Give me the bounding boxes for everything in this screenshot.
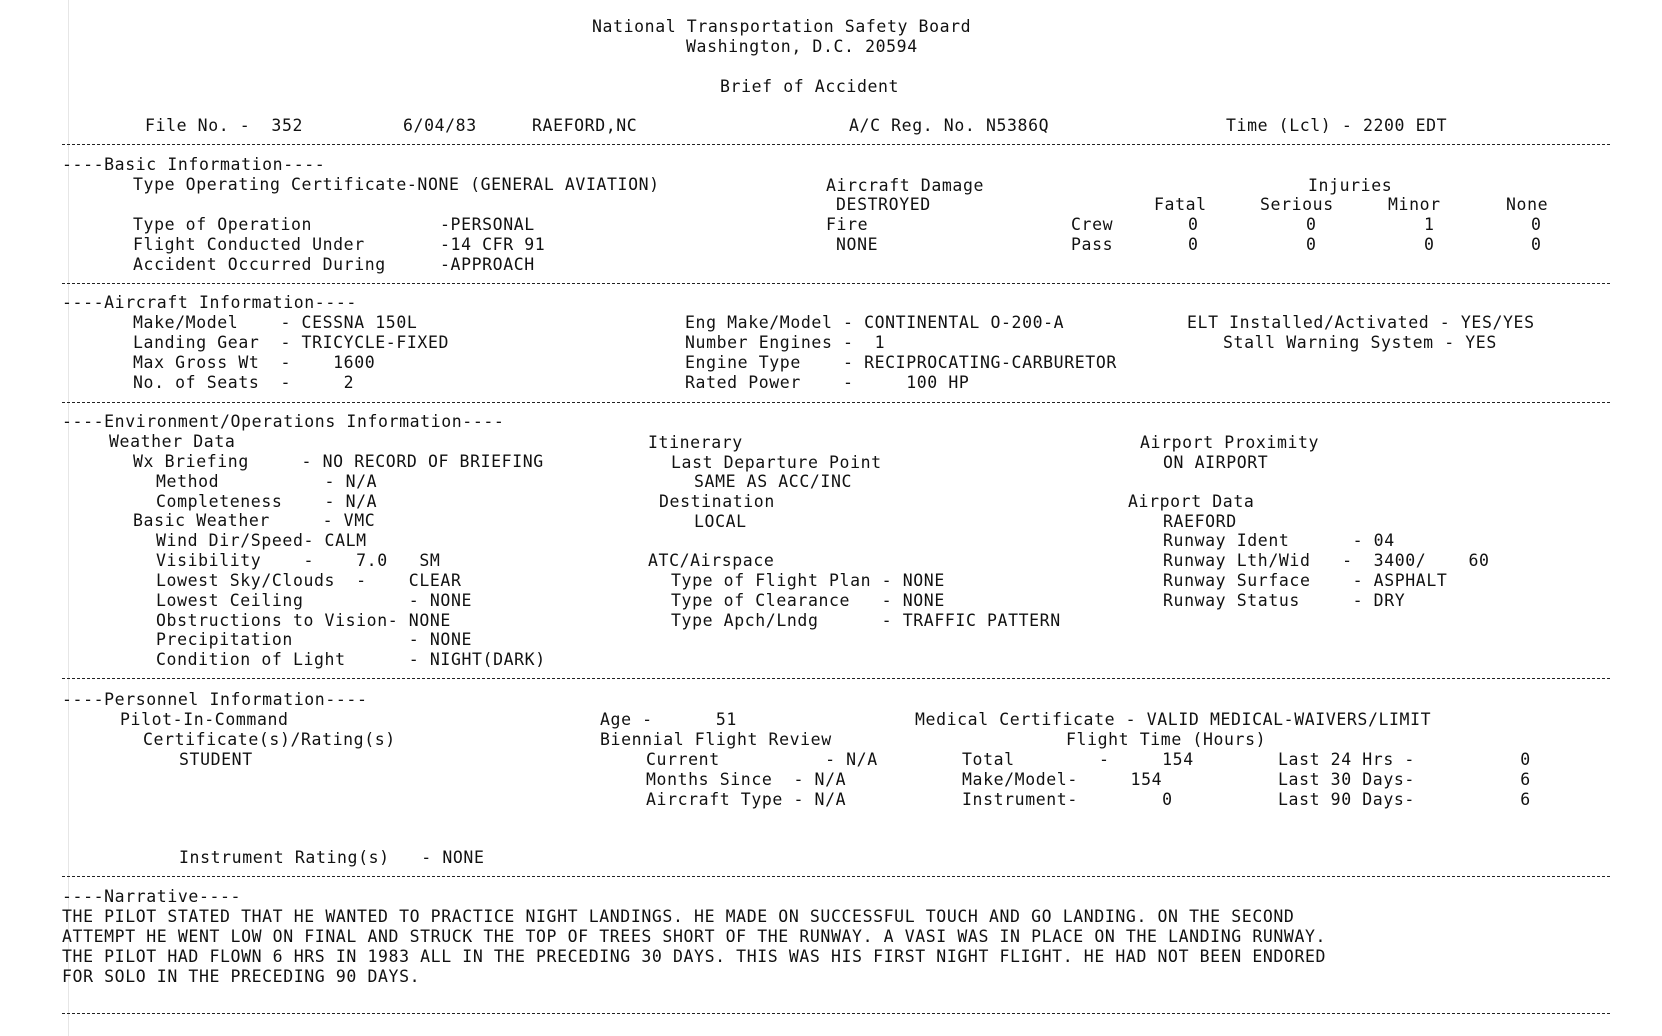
atc-airspace-label: ATC/Airspace <box>648 551 775 570</box>
section-divider <box>62 678 1610 679</box>
landing-gear: Landing Gear - TRICYCLE-FIXED <box>133 333 450 352</box>
narrative-line-4: FOR SOLO IN THE PRECEDING 90 DAYS. <box>62 967 421 986</box>
wx-briefing: Wx Briefing - NO RECORD OF BRIEFING <box>133 452 544 471</box>
org-name: National Transportation Safety Board <box>592 17 972 36</box>
environment-heading: ----Environment/Operations Information---- <box>62 412 505 431</box>
airport-proximity-value: ON AIRPORT <box>1163 453 1269 472</box>
basic-weather: Basic Weather - VMC <box>133 511 376 530</box>
section-divider <box>62 144 1610 145</box>
visibility: Visibility - 7.0 SM <box>156 551 441 570</box>
runway-surface: Runway Surface - ASPHALT <box>1163 571 1448 590</box>
accident-location: RAEFORD,NC <box>532 116 638 135</box>
basic-info-heading: ----Basic Information---- <box>62 155 326 174</box>
medical-certificate: Medical Certificate - VALID MEDICAL-WAIVERS/LIMIT <box>915 710 1432 729</box>
narrative-line-3: THE PILOT HAD FLOWN 6 HRS IN 1983 ALL IN THE PRECEDING 30 DAYS. THIS WAS HIS FIRST NIGHT FLIGHT. HE HAD NOT BEEN ENDORED <box>62 947 1327 966</box>
pass-label: Pass <box>1071 235 1114 254</box>
flight-time-instrument: Instrument- 0 <box>962 790 1173 809</box>
pass-none: 0 <box>1531 235 1542 254</box>
weather-data-label: Weather Data <box>109 432 236 451</box>
itinerary-label: Itinerary <box>648 433 743 452</box>
fire-label: Fire <box>826 215 869 234</box>
fire-value: NONE <box>836 235 879 254</box>
injury-header-minor: Minor <box>1388 195 1441 214</box>
crew-minor: 1 <box>1424 215 1435 234</box>
accident-phase-label: Accident Occurred During <box>133 255 386 274</box>
airport-proximity-label: Airport Proximity <box>1140 433 1320 452</box>
airport-data-label: Airport Data <box>1128 492 1255 511</box>
last-departure-value: SAME AS ACC/INC <box>694 472 853 491</box>
aircraft-damage-value: DESTROYED <box>836 195 931 214</box>
pass-fatal: 0 <box>1188 235 1199 254</box>
destination-label: Destination <box>659 492 775 511</box>
accident-phase-value: -APPROACH <box>440 255 535 274</box>
briefing-completeness: Completeness - N/A <box>156 492 378 511</box>
injury-header-none: None <box>1506 195 1549 214</box>
precipitation: Precipitation - NONE <box>156 630 473 649</box>
flight-rules-label: Flight Conducted Under <box>133 235 365 254</box>
lowest-ceiling: Lowest Ceiling - NONE <box>156 591 473 610</box>
injury-header-serious: Serious <box>1260 195 1334 214</box>
operation-type-value: -PERSONAL <box>440 215 535 234</box>
last-30-days: Last 30 Days- 6 <box>1278 770 1531 789</box>
stall-warning: Stall Warning System - YES <box>1223 333 1497 352</box>
org-address: Washington, D.C. 20594 <box>686 37 918 56</box>
accident-date: 6/04/83 <box>403 116 477 135</box>
runway-status: Runway Status - DRY <box>1163 591 1406 610</box>
runway-length-width: Runway Lth/Wid - 3400/ 60 <box>1163 551 1490 570</box>
clearance-type: Type of Clearance - NONE <box>671 591 945 610</box>
crew-fatal: 0 <box>1188 215 1199 234</box>
section-divider <box>62 402 1610 403</box>
runway-ident: Runway Ident - 04 <box>1163 531 1395 550</box>
injuries-title: Injuries <box>1308 176 1393 195</box>
section-divider <box>62 283 1610 284</box>
last-90-days: Last 90 Days- 6 <box>1278 790 1531 809</box>
crew-none: 0 <box>1531 215 1542 234</box>
flight-rules-value: -14 CFR 91 <box>440 235 546 254</box>
operation-type-label: Type of Operation <box>133 215 313 234</box>
flight-time-total: Total - 154 <box>962 750 1194 769</box>
airport-name: RAEFORD <box>1163 512 1237 531</box>
narrative-heading: ----Narrative---- <box>62 887 242 906</box>
pass-serious: 0 <box>1306 235 1317 254</box>
review-current: Current - N/A <box>646 750 878 769</box>
section-divider <box>62 1013 1610 1014</box>
crew-label: Crew <box>1071 215 1114 234</box>
flight-time-make-model: Make/Model- 154 <box>962 770 1163 789</box>
certificate-value: STUDENT <box>179 750 253 769</box>
light-condition: Condition of Light - NIGHT(DARK) <box>156 650 546 669</box>
local-time: Time (Lcl) - 2200 EDT <box>1226 116 1448 135</box>
aircraft-info-heading: ----Aircraft Information---- <box>62 293 357 312</box>
number-of-seats: No. of Seats - 2 <box>133 373 355 392</box>
last-24-hours: Last 24 Hrs - 0 <box>1278 750 1531 769</box>
max-gross-weight: Max Gross Wt - 1600 <box>133 353 376 372</box>
pilot-in-command-label: Pilot-In-Command <box>120 710 289 729</box>
injury-header-fatal: Fatal <box>1154 195 1207 214</box>
crew-serious: 0 <box>1306 215 1317 234</box>
make-model: Make/Model - CESSNA 150L <box>133 313 418 332</box>
aircraft-registration: A/C Reg. No. N5386Q <box>849 116 1050 135</box>
narrative-line-2: ATTEMPT HE WENT LOW ON FINAL AND STRUCK THE TOP OF TREES SHORT OF THE RUNWAY. A VASI WAS IN PLACE ON THE LANDING RUNWAY. <box>62 927 1327 946</box>
obstructions: Obstructions to Vision- NONE <box>156 611 451 630</box>
pass-minor: 0 <box>1424 235 1435 254</box>
section-divider <box>62 876 1610 877</box>
operating-certificate: Type Operating Certificate-NONE (GENERAL AVIATION) <box>133 175 660 194</box>
briefing-method: Method - N/A <box>156 472 378 491</box>
biennial-review-label: Biennial Flight Review <box>600 730 832 749</box>
elt-status: ELT Installed/Activated - YES/YES <box>1187 313 1535 332</box>
flight-plan-type: Type of Flight Plan - NONE <box>671 571 945 590</box>
flight-time-label: Flight Time (Hours) <box>1066 730 1267 749</box>
lowest-sky: Lowest Sky/Clouds - CLEAR <box>156 571 462 590</box>
rated-power: Rated Power - 100 HP <box>685 373 970 392</box>
destination-value: LOCAL <box>694 512 747 531</box>
last-departure-label: Last Departure Point <box>671 453 882 472</box>
file-number: File No. - 352 <box>145 116 304 135</box>
wind: Wind Dir/Speed- CALM <box>156 531 367 550</box>
approach-type: Type Apch/Lndg - TRAFFIC PATTERN <box>671 611 1061 630</box>
narrative-line-1: THE PILOT STATED THAT HE WANTED TO PRACTICE NIGHT LANDINGS. HE MADE ON SUCCESSFUL TOUCH AND GO LANDING. ON THE SECOND <box>62 907 1295 926</box>
document-title: Brief of Accident <box>720 77 900 96</box>
engine-make-model: Eng Make/Model - CONTINENTAL O-200-A <box>685 313 1065 332</box>
personnel-heading: ----Personnel Information---- <box>62 690 368 709</box>
certificates-label: Certificate(s)/Rating(s) <box>143 730 396 749</box>
number-engines: Number Engines - 1 <box>685 333 886 352</box>
review-aircraft-type: Aircraft Type - N/A <box>646 790 847 809</box>
instrument-rating: Instrument Rating(s) - NONE <box>179 848 485 867</box>
aircraft-damage-label: Aircraft Damage <box>826 176 985 195</box>
engine-type: Engine Type - RECIPROCATING-CARBURETOR <box>685 353 1117 372</box>
review-months-since: Months Since - N/A <box>646 770 847 789</box>
pilot-age: Age - 51 <box>600 710 737 729</box>
